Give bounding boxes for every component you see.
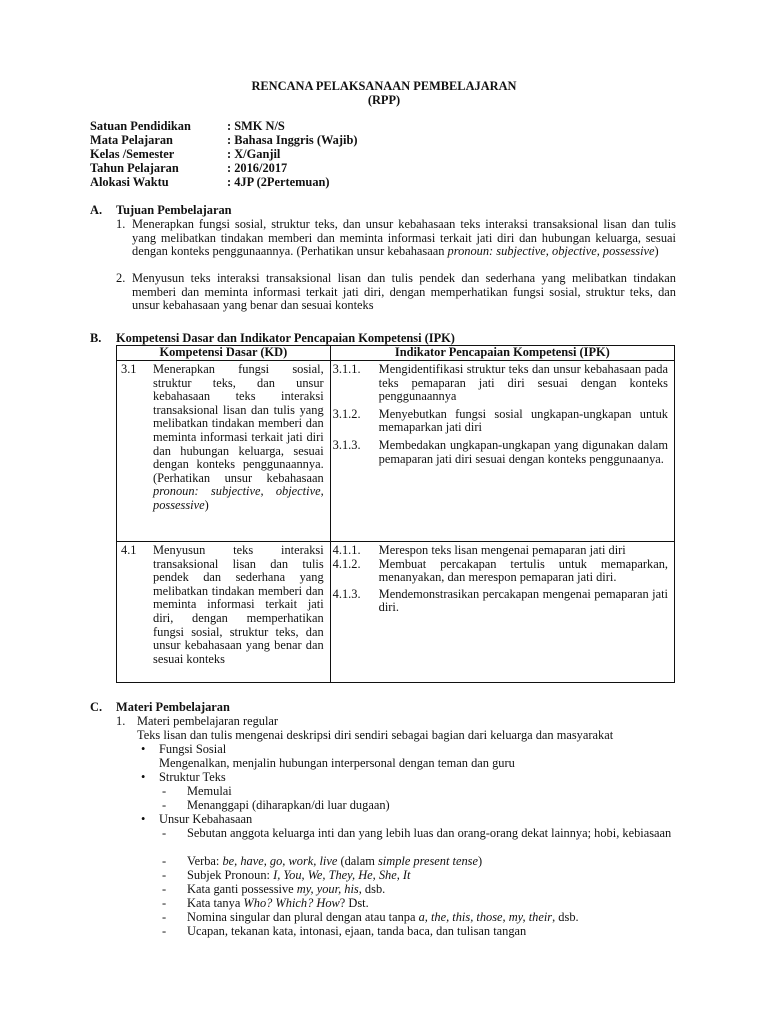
table-header-row bbox=[117, 346, 675, 361]
section-a-title: Tujuan Pembelajaran bbox=[116, 203, 232, 217]
ipk-item: 3.1.1. Mengidentifikasi struktur teks dan unsur kebahasaan pada teks pemaparan jati diri sesuai dengan konteks penggunaannya bbox=[332, 362, 668, 404]
ipk-number: 4.1.1. bbox=[332, 543, 361, 557]
dash-marker: - bbox=[162, 924, 167, 938]
unsur-item: Kata ganti possessive my, your, his, dsb. bbox=[187, 882, 386, 896]
identity-label: Alokasi Waktu bbox=[90, 175, 169, 189]
struktur-item: Memulai bbox=[187, 784, 232, 798]
unsur-item: Kata tanya Who? Which? How? Dst. bbox=[187, 896, 369, 910]
dash-marker: - bbox=[162, 798, 167, 812]
dash-marker: - bbox=[162, 826, 167, 840]
objective-number: 2. bbox=[116, 271, 126, 285]
struktur-item: Menanggapi (diharapkan/di luar dugaan) bbox=[187, 798, 390, 812]
unsur-item: Sebutan anggota keluarga inti dan yang lebih luas dan orang-orang dekat lainnya; hobi, kebiasaan bbox=[187, 826, 672, 840]
ipk-item: 3.1.2. Menyebutkan fungsi sosial ungkapan-ungkapan untuk memaparkan jati diri bbox=[332, 406, 668, 435]
ipk-number: 3.1.2. bbox=[332, 406, 361, 421]
unsur-item: Ucapan, tekanan kata, intonasi, ejaan, tanda baca, dan tulisan tangan bbox=[187, 924, 527, 938]
ipk-number: 4.1.2. bbox=[332, 556, 361, 571]
unsur-title: Unsur Kebahasaan bbox=[159, 812, 253, 826]
identity-value: : SMK N/S bbox=[227, 119, 285, 133]
unsur-item: Nomina singular dan plural dengan atau tanpa a, the, this, those, my, their, dsb. bbox=[187, 910, 579, 924]
kd-number: 3.1 bbox=[121, 362, 137, 376]
dash-marker: - bbox=[162, 868, 167, 882]
section-a-letter: A. bbox=[90, 203, 103, 217]
bullet-marker: • bbox=[141, 770, 146, 784]
section-b-title: Kompetensi Dasar dan Indikator Pencapaian Kompetensi (IPK) bbox=[116, 331, 455, 345]
identity-value: : X/Ganjil bbox=[227, 147, 281, 161]
kd-cell bbox=[117, 361, 331, 542]
objective-text: Menyusun teks interaksi transaksional lisan dan tulis pendek dan sederhana yang melibatkan tindakan memberi dan meminta informasi terkait jati diri, dengan memperhatikan fungsi sosial, struktur teks, dan unsur kebahasaan yang benar dan sesuai konteks bbox=[132, 271, 676, 313]
section-c-title: Materi Pembelajaran bbox=[116, 700, 230, 714]
kd-number: 4.1 bbox=[121, 543, 137, 557]
fungsi-text: Mengenalkan, menjalin hubungan interpersonal dengan teman dan guru bbox=[159, 756, 515, 770]
kd-text: Menerapkan fungsi sosial, struktur teks, dan unsur kebahasaan teks interaksi transaksional lisan dan tulis yang melibatkan tindakan memberi dan meminta informasi terkait jati diri dan hubungan keluarga, sesuai dengan konteks penggunaannya. (Perhatikan unsur kebahasaan pronoun: subjective, objective, possessive) bbox=[153, 362, 324, 512]
identity-label: Satuan Pendidikan bbox=[90, 119, 191, 133]
identity-label: Kelas /Semester bbox=[90, 147, 175, 161]
dash-marker: - bbox=[162, 854, 167, 868]
competency-table bbox=[116, 345, 675, 683]
ipk-cell bbox=[330, 361, 674, 542]
material-intro: Teks lisan dan tulis mengenai deskripsi diri sendiri sebagai bagian dari keluarga dan masyarakat bbox=[137, 728, 614, 742]
table-row bbox=[117, 542, 675, 683]
dash-marker: - bbox=[162, 910, 167, 924]
identity-value: : 2016/2017 bbox=[227, 161, 288, 175]
dash-marker: - bbox=[162, 784, 167, 798]
objective-text: Menerapkan fungsi sosial, struktur teks, dan unsur kebahasaan teks interaksi transaksional lisan dan tulis yang melibatkan tindakan memberi dan meminta informasi terkait jati diri dan hubungan keluarga, sesuai dengan konteks penggunaannya. (Perhatikan unsur kebahasaan pronoun: subjective, objective, possessive) bbox=[132, 217, 676, 259]
kd-cell bbox=[117, 542, 331, 683]
document-subtitle: (RPP) bbox=[367, 93, 401, 107]
material-number: 1. bbox=[116, 714, 126, 728]
dash-marker: - bbox=[162, 896, 167, 910]
ipk-number: 3.1.1. bbox=[332, 362, 361, 376]
ipk-item: 4.1.3. Mendemonstrasikan percakapan mengenai pemaparan jati diri. bbox=[332, 586, 668, 615]
table-row bbox=[117, 361, 675, 542]
ipk-column-header: Indikator Pencapaian Kompetensi (IPK) bbox=[330, 346, 674, 361]
objective-number: 1. bbox=[116, 217, 126, 231]
unsur-item: Subjek Pronoun: I, You, We, They, He, She, It bbox=[187, 868, 411, 882]
identity-label: Mata Pelajaran bbox=[90, 133, 173, 147]
ipk-item: 3.1.3. Membedakan ungkapan-ungkapan yang digunakan dalam pemaparan jati diri sesuai dengan konteks penggunaanya. bbox=[332, 437, 668, 466]
bullet-marker: • bbox=[141, 742, 146, 756]
unsur-item: Verba: be, have, go, work, live (dalam simple present tense) bbox=[187, 854, 483, 868]
dash-marker: - bbox=[162, 882, 167, 896]
bullet-marker: • bbox=[141, 812, 146, 826]
identity-value: : Bahasa Inggris (Wajib) bbox=[227, 133, 358, 147]
ipk-cell bbox=[330, 542, 674, 683]
fungsi-title: Fungsi Sosial bbox=[159, 742, 227, 756]
ipk-number: 3.1.3. bbox=[332, 437, 361, 452]
kd-text: Menyusun teks interaksi transaksional lisan dan tulis pendek dan sederhana yang melibatkan tindakan memberi dan meminta informasi terkait jati diri, dengan memperhatikan fungsi sosial, struktur teks, dan unsur kebahasaan yang benar dan sesuai konteks bbox=[153, 543, 324, 666]
material-title: Materi pembelajaran regular bbox=[137, 714, 279, 728]
section-b-letter: B. bbox=[90, 331, 102, 345]
identity-label: Tahun Pelajaran bbox=[90, 161, 179, 175]
ipk-item: 4.1.1. Merespon teks lisan mengenai pemaparan jati diri bbox=[332, 543, 626, 557]
kd-column-header: Kompetensi Dasar (KD) bbox=[117, 346, 331, 361]
document-title: RENCANA PELAKSANAAN PEMBELAJARAN bbox=[251, 79, 517, 93]
struktur-title: Struktur Teks bbox=[159, 770, 226, 784]
ipk-number: 4.1.3. bbox=[332, 586, 361, 601]
identity-value: : 4JP (2Pertemuan) bbox=[227, 175, 330, 189]
section-c-letter: C. bbox=[90, 700, 103, 714]
ipk-item: 4.1.2. Membuat percakapan tertulis untuk memaparkan, menanyakan, dan merespon pemaparan jati diri. bbox=[332, 556, 668, 585]
